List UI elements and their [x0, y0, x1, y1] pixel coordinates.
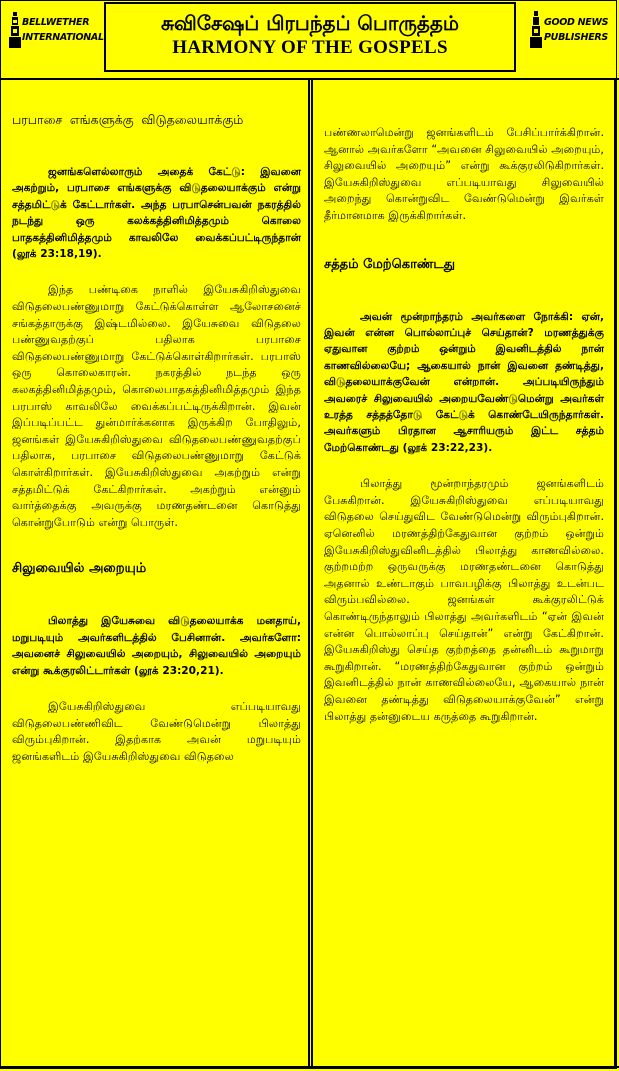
bell-tower-icon — [8, 10, 22, 50]
commentary-paragraph: பண்ணலாமென்று ஜனங்களிடம் பேசிப்பார்க்கிறான். ஆனால் அவர்களோ “அவனை சிலுவையில் அறையும், சிலுவையில் அறையும்” என்று கூக்குரலிடுகிறார்கள். இயேசுகிறிஸ்துவை எப்படியாவது சிலுவையில் அறைந்து கொன்றுவிட வேண்டுமென்று இவர்கள் தீர்மானமாக இருக்கிறார்கள். — [324, 126, 604, 222]
right-logo-line2: PUBLISHERS — [544, 32, 608, 43]
section-heading-barabbas: பரபாசை எங்களுக்கு விடுதலையாக்கும் — [12, 112, 244, 127]
section-heading-voices-prevailed: சத்தம் மேற்கொண்டது — [324, 256, 456, 272]
title-box — [104, 2, 516, 72]
commentary-paragraph: இயேசுகிறிஸ்துவை எப்படியாவது விடுதலைபண்ணிவிட வேண்டுமென்று பிலாத்து விரும்புகிறான். இதற்காக அவன் மறுபடியும் ஜனங்களிடம் இயேசுகிறிஸ்துவை விடுதலை — [12, 699, 301, 763]
commentary-paragraph: இந்த பண்டிகை நாளில் இயேசுகிறிஸ்துவை விடுதலைபண்ணுமாறு கேட்டுக்கொள்ள ஆலோசனைச் சங்கத்தாருக்கு இஷ்டமில்லை. இயேசுவை விடுதலை பண்ணுவதற்குப் பதிலாக பரபாசை விடுதலைபண்ணுமாறு கேட்டுக்கொள்கிறார்கள். பரபாஸ் ஒரு கொலைகாரன். நகரத்தில் நடந்த ஒரு கலகத்தினிமித்தமும், கொலைபாதகத்தினிமித்தமும் இந்த பரபாஸ் காவலிலே வைக்கப்பட்டிருக்கிறான். இவன் இப்படிப்பட்ட துன்மார்க்கனாக இருக்கிற போதிலும், ஜனங்கள் இயேசுகிறிஸ்துவை விடுதலைபண்ணுவதற்குப் பதிலாக, பரபாசை விடுதலைபண்ணுமாறு கேட்டுக் கொள்கிறார்கள். இயேசுகிறிஸ்துவை அகற்றும் என்று சத்தமிட்டுக் கேட்கிறார்கள். அகற்றும் என்னும் வார்த்தைக்கு அவருக்கு மரணதண்டனை கொடுத்து கொன்றுபோடும் என்று பொருள். — [12, 283, 301, 529]
left-logo-line1: BELLWETHER — [22, 17, 90, 28]
commentary-paragraph: பிலாத்து மூன்றாந்தரமும் ஜனங்களிடம் பேசுகிறான். இயேசுகிறிஸ்துவை எப்படியாவது விடுதலை செய்துவிட வேண்டுமென்று விரும்புகிறான். ஏனெனில் மரணத்திற்கேதுவான குற்றம் ஒன்றும் இயேசுகிறிஸ்துவினிடத்தில் பிலாத்து காணவில்லை. குற்றமற்ற ஒருவருக்கு மரணதண்டனை கொடுத்து அதனால் உண்டாகும் பாவபழிக்கு பிலாத்து உடன்பட விரும்பவில்லை. ஜனங்கள் கூக்குரலிட்டுக் கொண்டிருந்தாலும் பிலாத்து அவர்களிடம் “ஏன் இவன் என்ன பொல்லாப்பு செய்தான்” என்று கேட்கிறான். இயேசுகிறிஸ்து செய்த குற்றத்தை தன்னிடம் கூறுமாறு கூறுகிறான். “மரணத்திற்கேதுவான குற்றம் ஒன்றும் இவனிடத்தில் நான் காணவில்லையே, ஆகையால் நான் இவனை தண்டித்து விடுதலையாக்குவேன்” என்று பிலாத்து தன்னுடைய கருத்தை கூறுகிறான். — [324, 477, 604, 723]
title-english: HARMONY OF THE GOSPELS — [172, 37, 448, 58]
bellwether-logo — [8, 10, 104, 50]
right-border — [614, 80, 616, 1068]
section-heading-crucify: சிலுவையில் அறையும் — [12, 561, 147, 577]
right-logo-line1: GOOD NEWS — [544, 17, 609, 28]
right-column — [313, 80, 614, 1065]
good-news-logo — [528, 10, 608, 50]
left-column — [0, 80, 308, 1065]
scripture-passage: ஜனங்களெல்லாரும் அதைக் கேட்டு: இவனை அகற்றும், பரபாசை எங்களுக்கு விடுதலையாக்கும் என்று சத்தமிட்டுக் கேட்டார்கள். அந்த பரபாசென்பவன் நகரத்தில் நடந்து ஒரு கலக்கத்தினிமித்தமும் கொலை பாதகத்தினிமித்தமும் காவலிலே வைக்கப்பட்டிருந்தான் (லூக் 23:18,19). — [12, 166, 301, 261]
left-logo-line2: INTERNATIONAL — [22, 32, 104, 43]
tower-icon — [528, 10, 544, 50]
bottom-border — [0, 1066, 619, 1068]
scripture-passage: பிலாத்து இயேசுவை விடுதலையாக்க மனதாய், மறுபடியும் அவர்களிடத்தில் பேசினான். அவர்களோ: அவனைச் சிலுவையில் அறையும், சிலுவையில் அறையும் என்று கூக்குரலிட்டார்கள் (லூக் 23:20,21). — [12, 615, 301, 677]
title-tamil: சுவிசேஷப் பிரபந்தப் பொருத்தம் — [160, 11, 460, 35]
scripture-passage: அவன் மூன்றாந்தரம் அவர்களை நோக்கி: ஏன், இவன் என்ன பொல்லாப்புச் செய்தான்? மரணத்துக்கு ஏதுவான குற்றம் ஒன்றும் இவனிடத்தில் நான் காணவில்லையே; ஆகையால் நான் இவனை தண்டித்து, விடுதலையாக்குவேன் என்றான். அப்படியிருந்தும் அவரைச் சிலுவையில் அறையவேண்டுமென்று அவர்கள் உரத்த சத்தத்தோடு கேட்டுக் கொண்டேயிருந்தார்கள். அவர்களும் பிரதான ஆசாரியரும் இட்ட சத்தம் மேற்கொண்டது (லூக் 23:22,23). — [324, 310, 604, 454]
page-header — [0, 0, 619, 80]
